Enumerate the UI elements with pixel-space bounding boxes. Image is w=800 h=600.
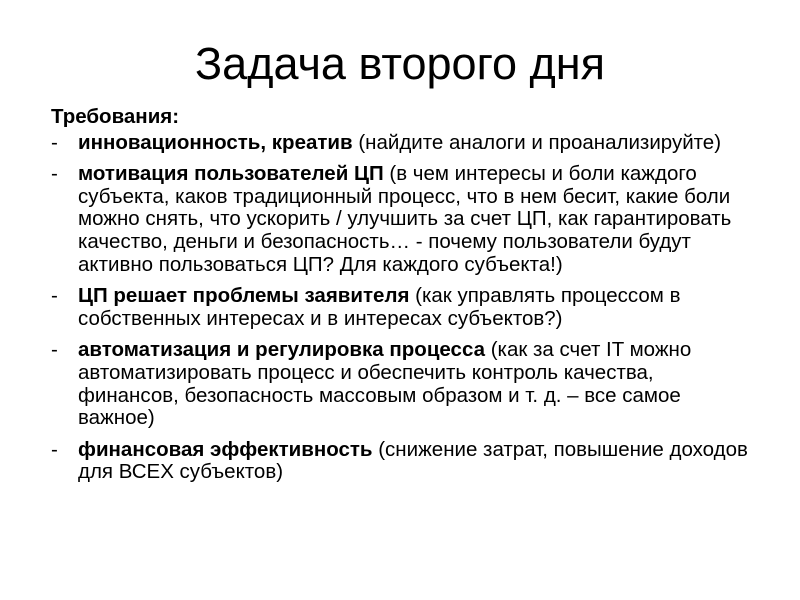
requirements-list [51,132,751,484]
item-text: (как управлять процессом в собственных интересах и в интересах субъектов?) [78,284,681,330]
requirements-heading: Требования: [51,105,180,128]
item-text: (как за счет IT можно автоматизировать процесс и обеспечить контроль качества, финансов, безопасность массовым образом и т. д. – все самое важное) [78,338,692,430]
item-text: (найдите аналоги и проанализируйте) [352,130,722,154]
item-text: (в чем интересы и боли каждого субъекта, каков традиционный процесс, что в нем бесит, какие боли можно снять, что ускорить / улучшить за счет ЦП, как гарантировать качество, деньги и безопасность… - почему пользователи будут активно пользоваться ЦП? Для каждого субъекта!) [78,162,732,276]
bullet-marker: - [51,284,58,308]
bullet-marker: - [51,437,58,461]
item-bold-text: автоматизация и регулировка процесса [78,338,486,362]
list-item [51,339,751,429]
item-bold-text: финансовая эффективность [78,437,373,461]
slide-title: Задача второго дня [194,38,605,89]
item-bold-text: ЦП решает проблемы заявителя [78,284,410,308]
list-item [51,132,751,155]
list-item [51,163,751,276]
item-text: (снижение затрат, повышение доходов для ВСЕХ субъектов) [78,437,748,484]
bullet-marker: - [51,338,58,362]
slide-content [51,106,751,493]
bullet-marker: - [51,162,58,186]
list-item [51,439,751,484]
item-bold-text: инновационность, креатив [78,130,353,154]
list-item [51,285,751,330]
bullet-marker: - [51,130,58,154]
item-bold-text: мотивация пользователей ЦП [78,162,384,186]
